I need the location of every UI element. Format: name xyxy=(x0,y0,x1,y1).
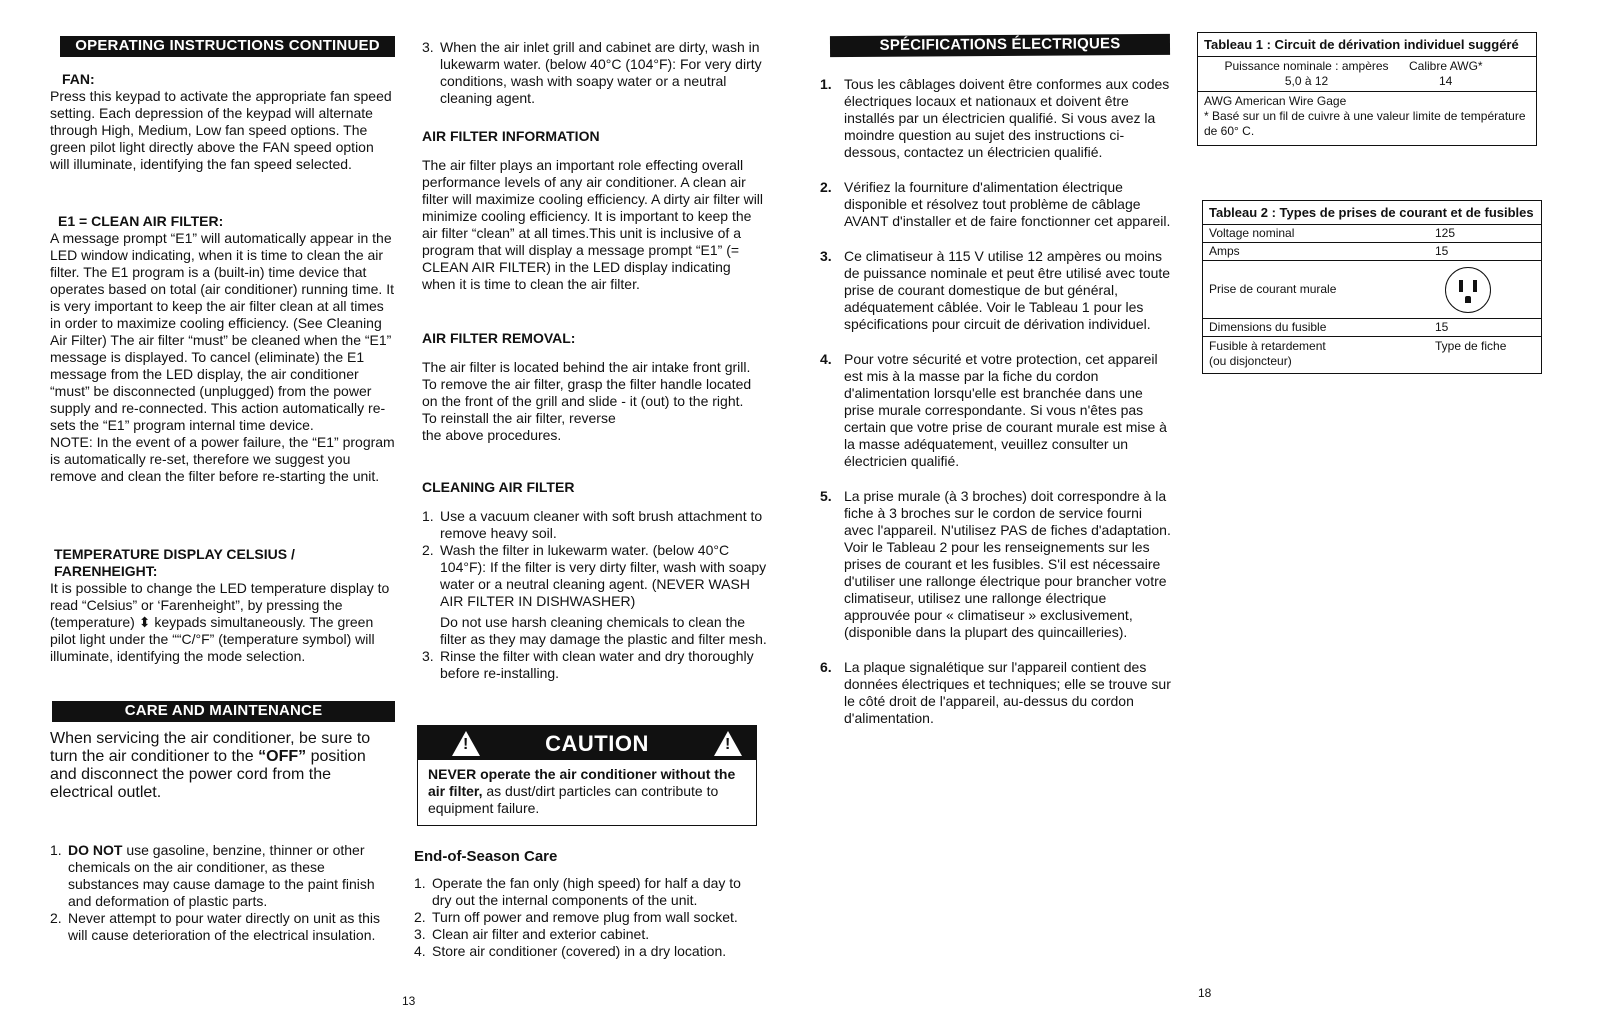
table-row xyxy=(1203,261,1541,319)
list-item: 1. Tous les câblages doivent être conformes aux codes électriques locaux et nationaux et doivent être installés par un électricien qualifié. Si vous avez la moindre question au sujet des instructions ci-dessous, contactez un électricien qualifié. xyxy=(820,76,1170,160)
list-item: 4. Store air conditioner (covered) in a dry location. xyxy=(414,943,727,959)
table-2-caption: Tableau 2 : Types de prises de courant et de fusibles xyxy=(1203,201,1541,225)
delay-value: Type de fiche xyxy=(1435,339,1507,353)
air-filter-removal-text2: To reinstall the air filter, reverse xyxy=(422,410,616,426)
list-item: 1. DO NOT use gasoline, benzine, thinner or other chemicals on the air conditioner, as these substances may cause damage to the paint finish and deformation of plastic parts. xyxy=(50,842,375,909)
cleaning-extra: Do not use harsh cleaning chemicals to clean the filter as they may damage the plastic and filter mesh. xyxy=(440,614,767,647)
list-item: 2. Wash the filter in lukewarm water. (below 40°C 104°F): If the filter is very dirty filter, wash with soapy water or a neutral cleaning agent. (NEVER WASH AIR FILTER IN DISHWASHER) Do not use harsh cleaning chemicals to clean the filter as they may damage the plastic and filter mesh. xyxy=(422,542,767,647)
page-number-right: 18 xyxy=(1198,986,1212,1000)
end-season-section xyxy=(414,848,759,960)
fan-heading: FAN: xyxy=(62,71,95,87)
breaker-label: (ou disjoncteur) xyxy=(1209,354,1292,368)
cleaning-list xyxy=(422,508,767,682)
table-1-col1-val: 5,0 à 12 xyxy=(1284,74,1329,88)
care-intro-1: When servicing the air conditioner, be sure to turn the air conditioner to the xyxy=(50,730,371,765)
table-1-col2-val: 14 xyxy=(1439,74,1453,88)
table-1-note1: AWG American Wire Gage xyxy=(1204,94,1347,108)
air-filter-info-heading: AIR FILTER INFORMATION xyxy=(422,128,600,144)
specifications-header: SPÉCIFICATIONS ÉLECTRIQUES xyxy=(830,34,1170,57)
outlet-label: Prise de courant murale xyxy=(1209,282,1337,296)
fuse-value: 15 xyxy=(1435,320,1449,334)
list-item: 4. Pour votre sécurité et votre protection, cet appareil est mis à la masse par la fiche du cordon d'alimentation lorsqu'elle est branchée dans une prise murale correspondante. Si vous n'êtes pas certain que votre prise de courant murale est mise à la masse adéquatement, veuillez consulter un électricien qualifié. xyxy=(820,351,1167,469)
cleaning-section xyxy=(422,479,767,682)
caution-title: CAUTION xyxy=(545,730,649,756)
list-item: 3. Clean air filter and exterior cabinet. xyxy=(414,926,650,942)
air-filter-removal-heading: AIR FILTER REMOVAL: xyxy=(422,330,576,346)
care-header: CARE AND MAINTENANCE xyxy=(52,701,395,722)
care-list-continued xyxy=(422,39,767,107)
list-item: 2. Vérifiez la fourniture d'alimentation électrique disponible et résolvez tout problème de câblage AVANT d'installer et de faire fonctionner cet appareil. xyxy=(820,179,1171,229)
table-2 xyxy=(1202,200,1542,374)
list-item: 2. Turn off power and remove plug from wall socket. xyxy=(414,909,738,925)
operating-header: OPERATING INSTRUCTIONS CONTINUED xyxy=(60,36,395,57)
cleaning-heading: CLEANING AIR FILTER xyxy=(422,479,575,495)
temp-section xyxy=(50,546,395,665)
warning-icon xyxy=(452,731,480,756)
list-item: 6. La plaque signalétique sur l'appareil contient des données électriques et techniques; elle se trouve sur le côté droit de l'appareil, au-dessus du cordon d'alimentation. xyxy=(820,659,1171,726)
air-filter-removal-section xyxy=(422,330,767,444)
table-row: Voltage nominal 125 xyxy=(1203,225,1541,243)
air-filter-removal-text: The air filter is located behind the air intake front grill. To remove the air filter, grasp the filter handle located on the front of the grill and slide - it (out) to the right. xyxy=(422,359,752,409)
table-1-note2: * Basé sur un fil de cuivre à une valeur limite de température de 60° C. xyxy=(1204,109,1526,138)
caution-text: as dust/dirt particles can contribute to equipment failure. xyxy=(428,783,719,816)
e1-section xyxy=(50,213,395,485)
outlet-icon xyxy=(1445,267,1491,313)
delay-label: Fusible à retardement xyxy=(1209,339,1326,353)
specifications-list xyxy=(820,76,1175,745)
list-item: 3. Rinse the filter with clean water and dry thoroughly before re-installing. xyxy=(422,648,754,681)
e1-heading: E1 = CLEAN AIR FILTER: xyxy=(58,213,224,229)
fuse-label: Dimensions du fusible xyxy=(1209,320,1327,334)
caution-bold: NEVER operate the air conditioner without the air filter, xyxy=(428,766,736,799)
table-1-col2-head: Calibre AWG* xyxy=(1409,59,1483,73)
care-intro-off: “OFF” xyxy=(258,748,307,765)
table-row xyxy=(1203,337,1541,373)
temp-text: It is possible to change the LED temperature display to read “Celsius” or ‘Farenheight”, by pressing the (temperature) ⬍ keypads simultaneously. The green pilot light under the ““C/°F” (temperature symbol) will illuminate, identifying the mode selection. xyxy=(50,580,390,664)
fan-text: Press this keypad to activate the appropriate fan speed setting. Each depression of the keypad will alternate through High, Medium, Low fan speed options. The green pilot light directly above the FAN speed option will illuminate, identifying the fan speed selected. xyxy=(50,88,392,172)
end-season-list xyxy=(414,875,759,960)
list-item: 5. La prise murale (à 3 broches) doit correspondre à la fiche à 3 broches sur le cordon de service fourni avec l'appareil. N'utilisez PAS de fiches d'adaptation. Voir le Tableau 2 pour les renseignements sur les prises de courant et les fusibles. S'il est nécessaire d'utiliser une rallonge électrique pour brancher votre climatiseur, utilisez une rallonge électrique approuvée pour « climatiseur » exclusivement, (disponible dans la plupart des quincailleries). xyxy=(820,488,1171,640)
care-intro-2: position and disconnect the power cord from the electrical outlet. xyxy=(50,748,366,801)
table-row: Amps 15 xyxy=(1203,243,1541,261)
e1-note: NOTE: In the event of a power failure, the “E1” program is automatically re-set, therefore we suggest you remove and clean the filter before re-starting the unit. xyxy=(50,434,395,484)
table-row xyxy=(1203,319,1541,337)
list-item: 3. When the air inlet grill and cabinet are dirty, wash in lukewarm water. (below 40°C (104°F): For very dirty conditions, wash with soapy water or a neutral cleaning agent. xyxy=(422,39,762,106)
page-number-left: 13 xyxy=(402,994,416,1008)
air-filter-removal-text3: the above procedures. xyxy=(422,427,562,443)
care-list xyxy=(50,842,395,944)
list-item: 3. Ce climatiseur à 115 V utilise 12 ampères ou moins de puissance nominale et peut être utilisé avec toute prise de courant domestique de but général, adéquatement câblée. Voir le Tableau 1 pour les spécifications pour circuit de dérivation individuel. xyxy=(820,248,1171,332)
air-filter-info-section xyxy=(422,128,767,293)
caution-box xyxy=(417,725,757,826)
air-filter-info-text: The air filter plays an important role effecting overall performance levels of any air conditioner. A clean air filter will maximize cooling efficiency. A dirty air filter will minimize cooling efficiency. It is important to keep the air filter “clean” at all times.This unit is inclusive of a program that will display a message prompt “E1” (= CLEAN AIR FILTER) in the LED display indicating when it is time to clean the air filter. xyxy=(422,157,764,292)
list-item: 1. Use a vacuum cleaner with soft brush attachment to remove heavy soil. xyxy=(422,508,763,541)
table-1-col1-head: Puissance nominale : ampères xyxy=(1224,59,1389,73)
temp-heading: TEMPERATURE DISPLAY CELSIUS / FARENHEIGHT: xyxy=(54,546,295,579)
e1-text: A message prompt “E1” will automatically appear in the LED window indicating, when it is time to clean the air filter. The E1 program is a (built-in) time device that operates based on total (air conditioner) running time. It is very important to keep the air filter clean at all times in order to maximize cooling efficiency. (See Cleaning Air Filter) The air filter “must” be cleaned when the “E1” message is displayed. To cancel (eliminate) the E1 message from the LED display, the air conditioner “must” be disconnected (unplugged) from the power supply and re-connected. This action automatically re-sets the “E1” program internal time device. xyxy=(50,230,394,433)
list-item: 2. Never attempt to pour water directly on unit as this will cause deterioration of the electrical insulation. xyxy=(50,910,381,943)
table-1 xyxy=(1197,32,1537,146)
list-item: 1. Operate the fan only (high speed) for half a day to dry out the internal components of the unit. xyxy=(414,875,741,908)
warning-icon xyxy=(714,731,742,756)
fan-section xyxy=(50,71,395,173)
end-season-heading: End-of-Season Care xyxy=(414,848,558,865)
care-intro xyxy=(50,730,395,802)
table-1-caption: Tableau 1 : Circuit de dérivation individuel suggéré xyxy=(1198,33,1536,57)
